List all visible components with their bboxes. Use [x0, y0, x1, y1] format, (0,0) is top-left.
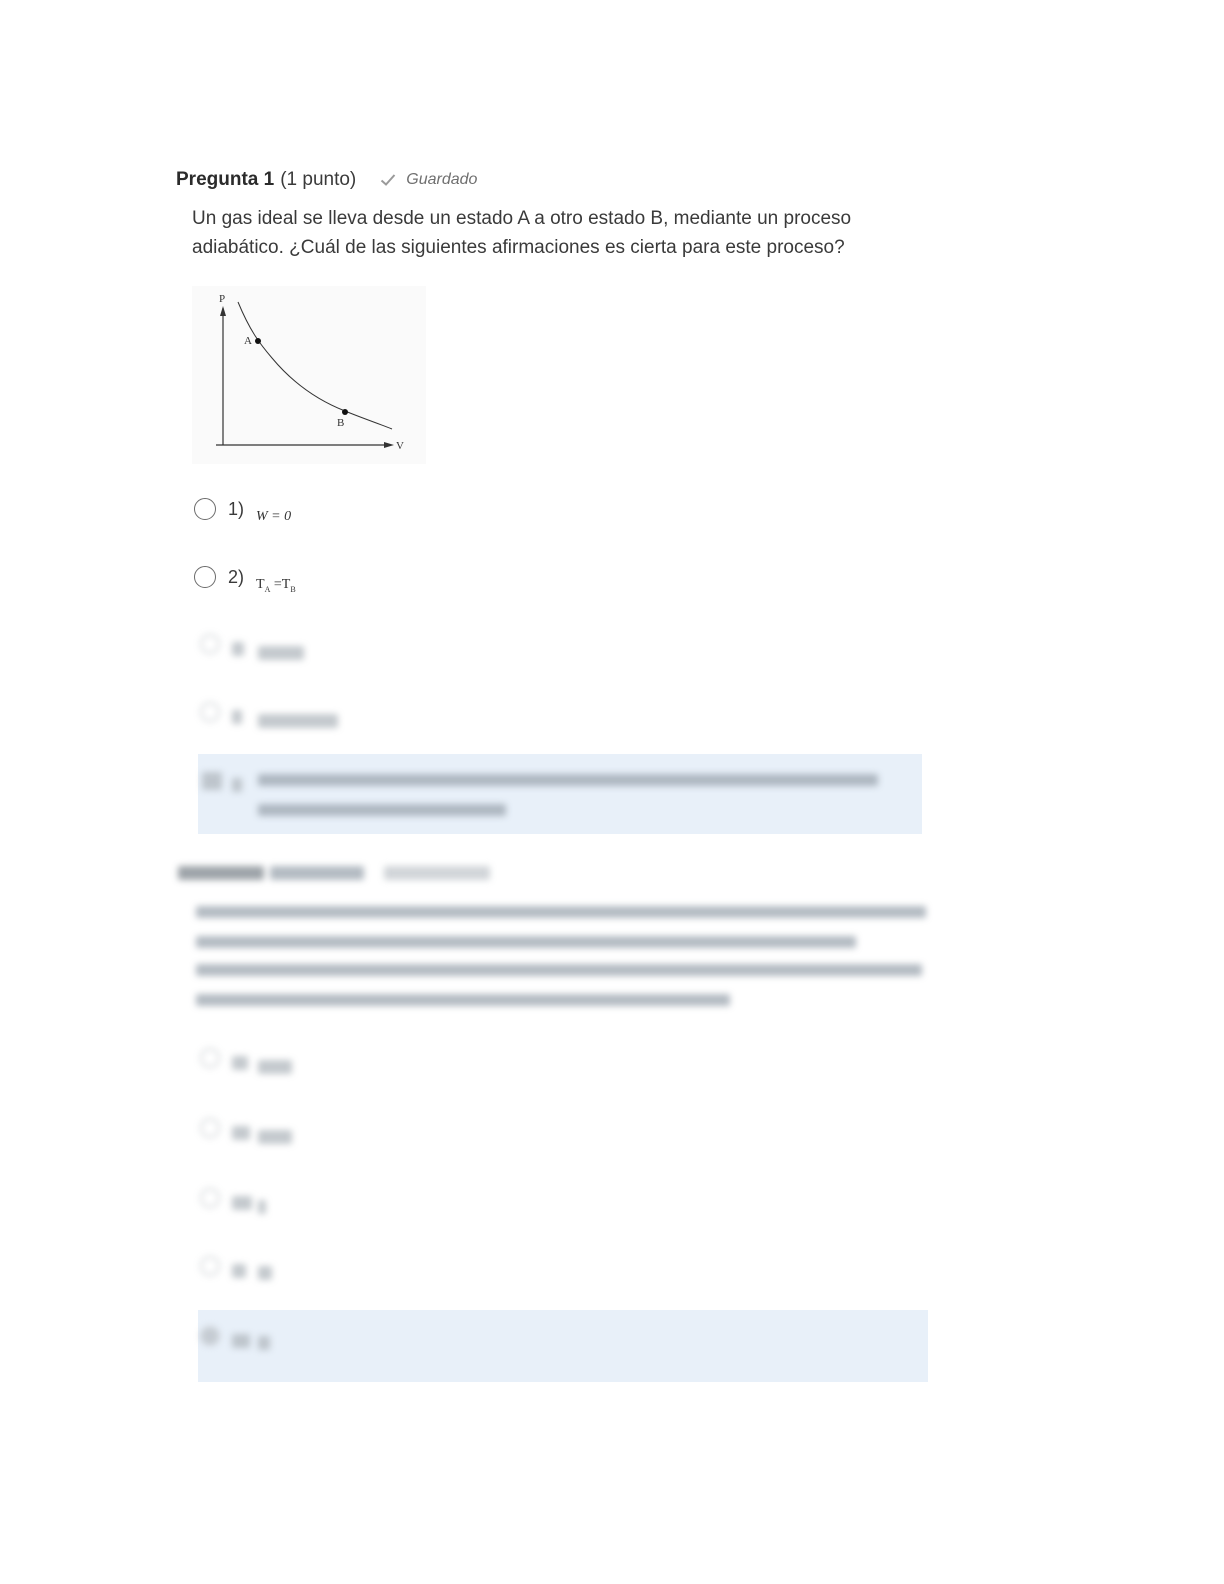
- option-2-formula-mid: =T: [270, 576, 291, 592]
- option-1-formula: [256, 509, 291, 525]
- question-title: Pregunta 1: [176, 169, 275, 190]
- obscured-chip: [258, 1060, 292, 1074]
- obscured-chip: [202, 772, 222, 790]
- obscured-chip: [232, 710, 242, 724]
- obscured-chip: [258, 646, 304, 660]
- point-label-b: B: [337, 417, 345, 429]
- axis-label-p: P: [219, 293, 226, 305]
- question-1-header: [176, 166, 477, 194]
- obscured-chip: [232, 778, 242, 792]
- obscured-chip: [258, 1336, 270, 1350]
- answer-option-2[interactable]: [194, 566, 296, 594]
- option-1-number: 1): [228, 498, 245, 519]
- obscured-text-line: [178, 866, 264, 880]
- obscured-text-line: [196, 936, 856, 948]
- p-axis-arrow: [220, 306, 226, 316]
- obscured-chip: [258, 1200, 266, 1214]
- option-2-formula: [256, 577, 296, 594]
- obscured-chip: [258, 1266, 272, 1280]
- point-b-marker: [342, 409, 348, 415]
- obscured-chip: [258, 714, 338, 728]
- point-label-a: A: [244, 335, 252, 347]
- obscured-radio[interactable]: [200, 1188, 220, 1208]
- axis-label-v: V: [396, 440, 404, 452]
- obscured-chip: [232, 1056, 248, 1070]
- point-a-marker: [255, 338, 261, 344]
- selected-option-highlight: [198, 754, 922, 834]
- selected-option-highlight-2: [198, 1310, 928, 1382]
- obscured-radio[interactable]: [200, 1326, 220, 1346]
- pv-diagram-svg: [192, 286, 426, 464]
- obscured-radio[interactable]: [200, 1048, 220, 1068]
- obscured-radio[interactable]: [200, 634, 220, 654]
- pv-diagram: [192, 286, 426, 464]
- answer-option-1[interactable]: [194, 498, 292, 524]
- option-2-formula-t: T: [256, 576, 265, 592]
- obscured-text-line: [270, 866, 364, 880]
- option-1-radio[interactable]: [194, 498, 216, 520]
- obscured-text-line: [384, 866, 490, 880]
- question-points: (1 punto): [280, 169, 357, 190]
- obscured-radio[interactable]: [200, 1256, 220, 1276]
- obscured-chip: [232, 1264, 246, 1278]
- question-text: Un gas ideal se lleva desde un estado A a otro estado B, mediante un proceso adiabático. ¿Cuál de las siguientes afirmaciones es cierta para este proceso?: [192, 208, 852, 258]
- option-2-number: 2): [228, 566, 245, 587]
- obscured-text-line: [196, 964, 922, 976]
- option-1-formula-text: W = 0: [256, 509, 292, 524]
- v-axis-arrow: [384, 442, 394, 448]
- obscured-chip: [232, 1196, 252, 1210]
- obscured-text-line: [258, 804, 506, 816]
- saved-label: Guardado: [406, 171, 478, 188]
- obscured-text-line: [196, 906, 926, 918]
- obscured-chip: [232, 1334, 250, 1348]
- obscured-radio[interactable]: [200, 702, 220, 722]
- obscured-radio[interactable]: [200, 1118, 220, 1138]
- obscured-chip: [258, 1130, 292, 1144]
- checkmark-icon: [380, 173, 396, 187]
- option-2-radio[interactable]: [194, 566, 216, 588]
- obscured-chip: [232, 1126, 250, 1140]
- option-2-sub-a: A: [264, 584, 271, 594]
- obscured-text-line: [258, 774, 878, 786]
- adiabatic-curve: [238, 302, 392, 429]
- obscured-text-line: [196, 994, 730, 1006]
- option-2-sub-b: B: [290, 584, 296, 594]
- obscured-chip: [232, 642, 244, 656]
- saved-status: [380, 171, 477, 189]
